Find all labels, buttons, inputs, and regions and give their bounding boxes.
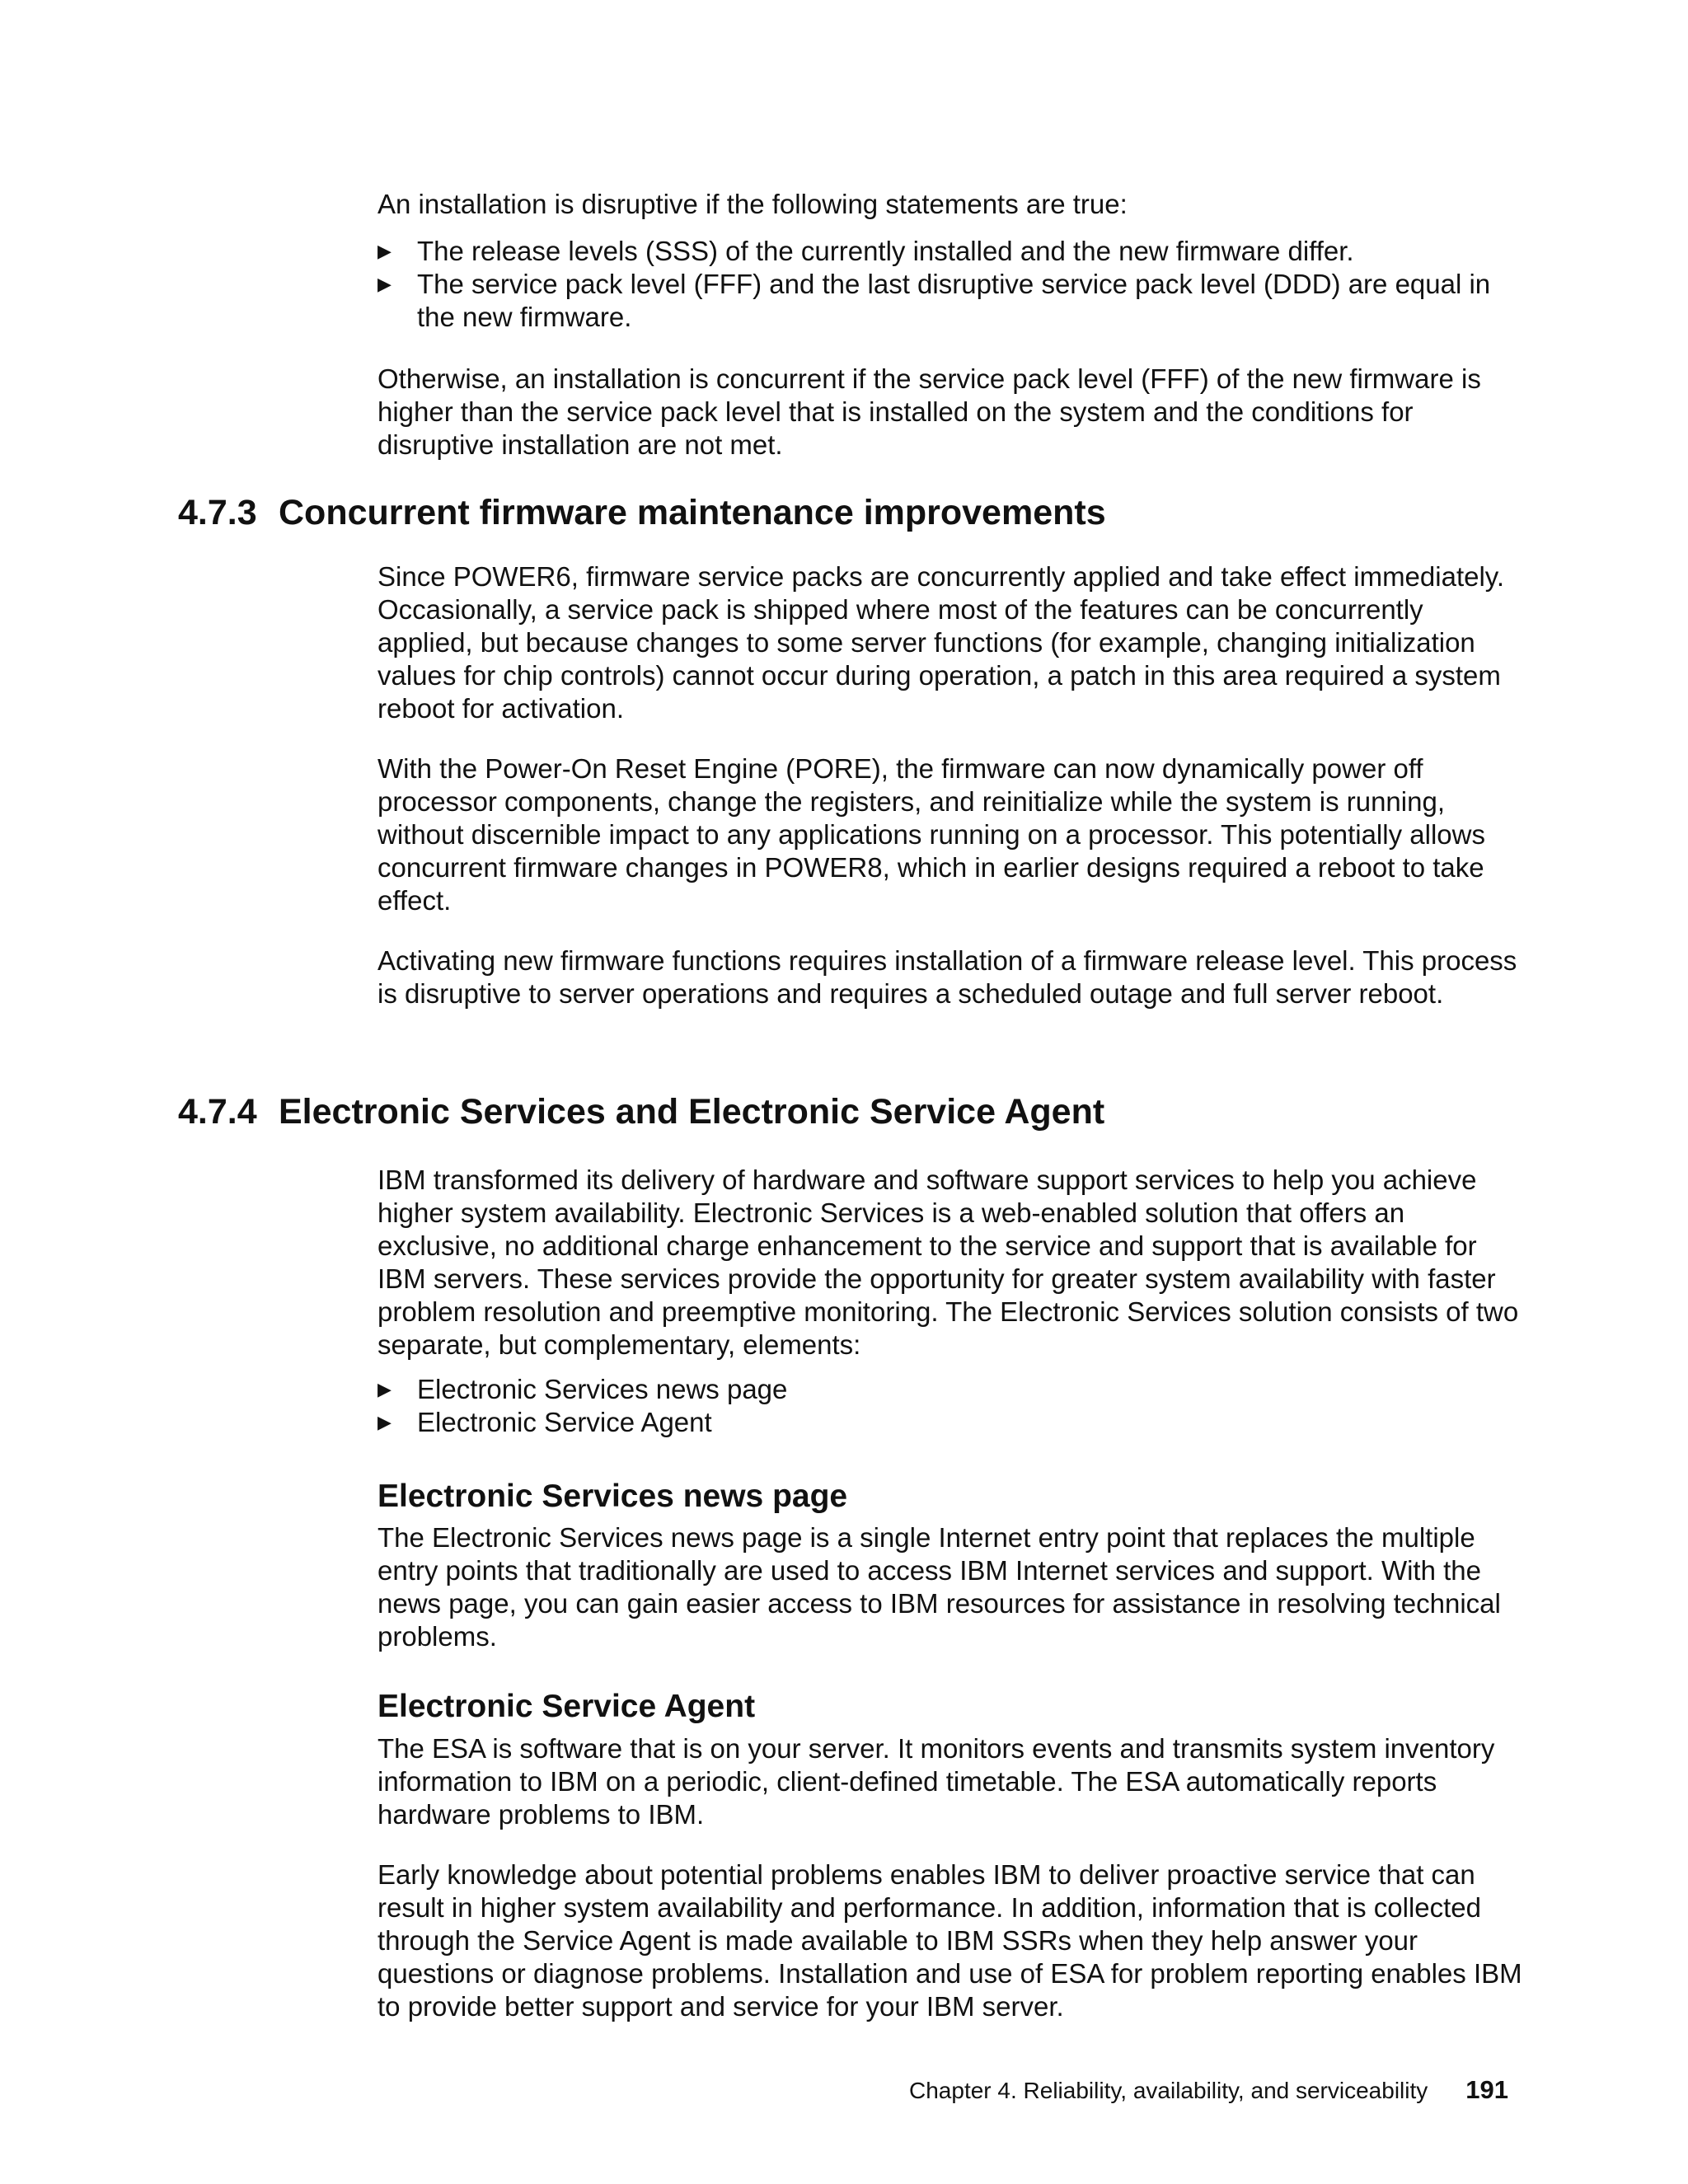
list-item: ▶ Electronic Service Agent: [377, 1407, 712, 1437]
paragraph: With the Power-On Reset Engine (PORE), the firmware can now dynamically power off processor components, change the registers, and reinitialize while the system is running, without discernible impact to any applications running on a processor. This potentially allows concurrent firmware changes in POWER8, which in earlier designs required a reboot to take effect.: [377, 753, 1485, 916]
elements-bullet-list: [377, 1373, 1523, 1439]
bullet-arrow-icon: ▶: [377, 1379, 392, 1399]
intro-otherwise-paragraph: Otherwise, an installation is concurrent if the service pack level (FFF) of the new firmware is higher than the service pack level that is installed on the system and the conditions for disruptive installation are not met.: [377, 363, 1481, 460]
list-item: ▶ The service pack level (FFF) and the last disruptive service pack level (DDD) are equal in the new firmware.: [377, 269, 1491, 332]
section-intro-paragraph: IBM transformed its delivery of hardware and software support services to help you achieve higher system availability. Electronic Services is a web-enabled solution that offers an exclusive, no additional charge enhancement to the service and support that is available for IBM servers. These services provide the opportunity for greater system availability with faster problem resolution and preemptive monitoring. The Electronic Services solution consists of two separate, but complementary, elements:: [377, 1165, 1519, 1360]
footer-chapter-title: Chapter 4. Reliability, availability, and serviceability: [909, 2078, 1428, 2103]
intro-bullet-list: [377, 235, 1523, 334]
paragraph: The ESA is software that is on your server. It monitors events and transmits system inventory information to IBM on a periodic, client-defined timetable. The ESA automatically reports hardware problems to IBM.: [377, 1733, 1495, 1830]
section-heading-4-7-3: [178, 491, 1106, 534]
section-heading-4-7-4: [178, 1090, 1104, 1133]
bullet-arrow-icon: ▶: [377, 241, 392, 261]
subheading-service-agent: Electronic Service Agent: [377, 1689, 756, 1724]
page-footer: [909, 2074, 1508, 2107]
bullet-arrow-icon: ▶: [377, 274, 392, 294]
paragraph: Activating new firmware functions requires installation of a firmware release level. This process is disruptive to server operations and requires a scheduled outage and full server reboot.: [377, 945, 1517, 1009]
list-item: ▶ The release levels (SSS) of the currently installed and the new firmware differ.: [377, 236, 1354, 266]
subheading-news-page: Electronic Services news page: [377, 1479, 848, 1514]
section-title: Electronic Services and Electronic Service Agent: [279, 1092, 1105, 1132]
paragraph: Since POWER6, firmware service packs are concurrently applied and take effect immediately. Occasionally, a service pack is shipped where most of the features can be concurrently applied, but because changes to some server functions (for example, changing initialization values for chip controls) cannot occur during operation, a patch in this area required a system reboot for activation.: [377, 561, 1505, 724]
list-item: ▶ Electronic Services news page: [377, 1374, 788, 1404]
paragraph: Early knowledge about potential problems enables IBM to deliver proactive service that can result in higher system availability and performance. In addition, information that is collected through the Service Agent is made available to IBM SSRs when they help answer your questions or diagnose problems. Installation and use of ESA for problem reporting enables IBM to provide better support and service for your IBM server.: [377, 1859, 1522, 2022]
page-number: 191: [1465, 2075, 1508, 2104]
section-number: 4.7.4: [178, 1092, 257, 1132]
section-title: Concurrent firmware maintenance improvements: [279, 493, 1106, 532]
section-number: 4.7.3: [178, 493, 257, 532]
intro-lead: An installation is disruptive if the following statements are true:: [377, 189, 1128, 219]
bullet-arrow-icon: ▶: [377, 1412, 392, 1432]
paragraph: The Electronic Services news page is a single Internet entry point that replaces the multiple entry points that traditionally are used to access IBM Internet services and support. With the news page, you can gain easier access to IBM resources for assistance in resolving technical problems.: [377, 1522, 1501, 1652]
